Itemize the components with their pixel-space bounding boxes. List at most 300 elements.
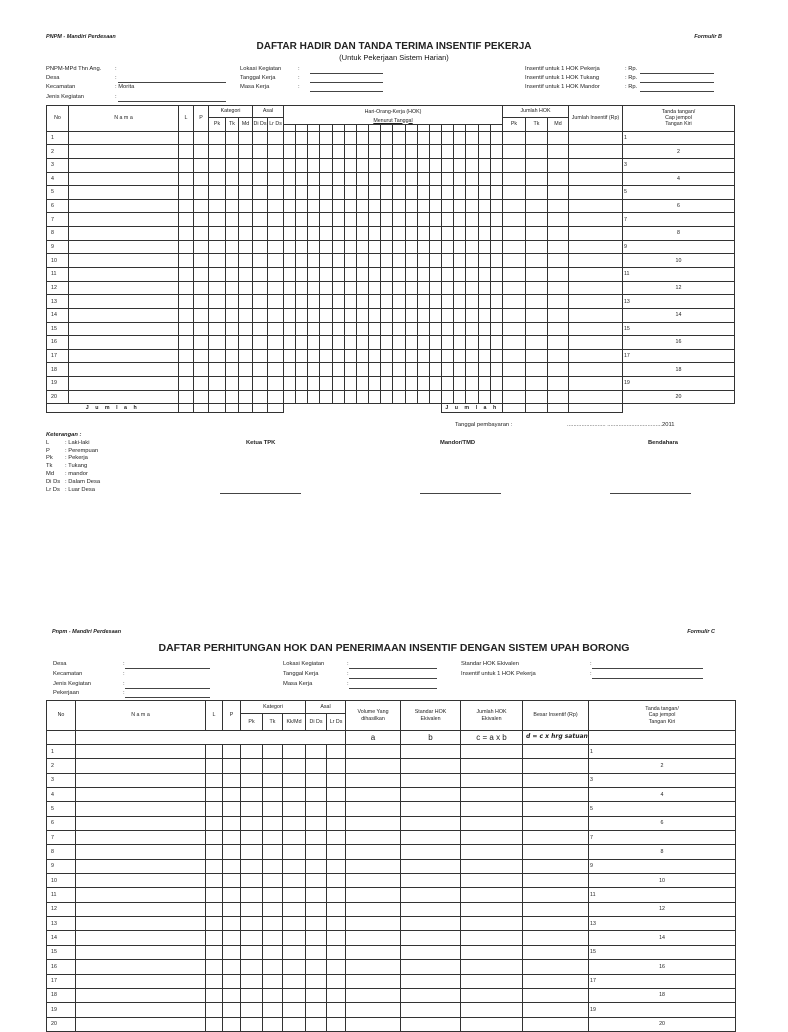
row-cell	[401, 874, 461, 888]
row-cell	[442, 254, 454, 268]
col-kategori-pk: Pk	[241, 714, 263, 731]
row-cell	[490, 186, 502, 200]
row-cell	[223, 816, 241, 830]
row-cell	[525, 240, 547, 254]
row-cell	[283, 802, 306, 816]
row-cell	[296, 322, 308, 336]
table-row	[47, 1017, 736, 1031]
row-cell	[525, 145, 547, 159]
row-cell	[76, 759, 206, 773]
row-cell	[253, 295, 268, 309]
row-cell	[417, 295, 429, 309]
row-cell	[239, 186, 253, 200]
row-signature: 2	[589, 759, 736, 773]
row-cell	[405, 186, 417, 200]
info-label: Masa Kerja	[240, 84, 270, 90]
info-value: :	[115, 75, 117, 81]
row-cell	[490, 158, 502, 172]
row-cell	[263, 816, 283, 830]
row-cell	[69, 213, 179, 227]
row-cell	[327, 788, 346, 802]
col-day	[442, 124, 454, 131]
total-cell	[268, 404, 284, 413]
row-cell	[568, 145, 622, 159]
row-cell	[194, 254, 209, 268]
row-cell	[179, 172, 194, 186]
row-cell	[306, 816, 327, 830]
row-cell	[194, 308, 209, 322]
row-cell	[327, 917, 346, 931]
row-cell	[523, 745, 589, 759]
row-cell	[346, 931, 401, 945]
row-cell	[206, 845, 223, 859]
info-field-line	[125, 697, 210, 698]
row-cell	[241, 974, 263, 988]
formula-b: b	[401, 731, 461, 745]
row-signature: 16	[589, 960, 736, 974]
row-cell	[547, 158, 568, 172]
row-cell	[332, 145, 344, 159]
col-day	[405, 124, 417, 131]
row-cell	[344, 158, 356, 172]
row-cell	[356, 336, 368, 350]
row-cell	[523, 816, 589, 830]
row-cell	[194, 281, 209, 295]
row-cell	[263, 773, 283, 787]
row-cell	[454, 172, 466, 186]
row-cell	[284, 186, 296, 200]
blank	[381, 404, 393, 413]
info-field-line	[640, 91, 714, 92]
col-tanda-tangan-text: Tangan Kiri	[648, 718, 676, 725]
row-cell	[454, 213, 466, 227]
row-cell	[239, 172, 253, 186]
col-jumlah-hok-text: Jumlah HOK	[476, 709, 507, 716]
table-row	[47, 773, 736, 787]
info-value: : Rp.	[625, 75, 638, 81]
row-cell	[502, 186, 525, 200]
row-cell	[332, 158, 344, 172]
row-cell	[417, 145, 429, 159]
row-cell	[344, 281, 356, 295]
row-cell	[283, 859, 306, 873]
legend-key: Pk	[46, 455, 53, 461]
row-cell	[502, 281, 525, 295]
table-row	[47, 199, 735, 213]
row-cell	[69, 254, 179, 268]
blank	[320, 404, 332, 413]
row-cell	[547, 349, 568, 363]
col-standar-hok	[401, 701, 461, 731]
row-cell	[393, 349, 405, 363]
row-cell	[263, 988, 283, 1002]
row-cell	[223, 945, 241, 959]
row-cell	[239, 336, 253, 350]
col-tanda-tangan	[589, 701, 736, 731]
row-cell	[226, 281, 239, 295]
row-cell	[525, 158, 547, 172]
row-cell	[206, 874, 223, 888]
row-cell	[525, 172, 547, 186]
row-cell	[454, 322, 466, 336]
row-cell	[523, 859, 589, 873]
row-cell	[209, 336, 226, 350]
row-cell	[241, 917, 263, 931]
row-cell	[296, 336, 308, 350]
row-cell	[179, 254, 194, 268]
row-cell	[405, 145, 417, 159]
row-cell	[547, 145, 568, 159]
row-cell	[442, 322, 454, 336]
row-cell	[502, 145, 525, 159]
row-cell	[442, 240, 454, 254]
row-cell	[381, 336, 393, 350]
col-asal-lr	[268, 118, 284, 132]
row-cell	[206, 888, 223, 902]
row-signature: 9	[622, 240, 734, 254]
row-cell	[223, 1017, 241, 1031]
row-cell	[332, 336, 344, 350]
info-value: :	[115, 94, 117, 100]
row-signature: 16	[622, 336, 734, 350]
row-cell	[268, 227, 284, 241]
row-cell	[568, 281, 622, 295]
info-field-line	[592, 678, 703, 679]
row-cell	[356, 254, 368, 268]
table-row	[47, 960, 736, 974]
row-cell	[393, 227, 405, 241]
row-cell	[226, 240, 239, 254]
row-cell	[263, 759, 283, 773]
row-cell	[401, 831, 461, 845]
row-cell	[69, 267, 179, 281]
row-signature: 17	[589, 974, 736, 988]
row-cell	[454, 145, 466, 159]
row-cell	[327, 988, 346, 1002]
row-cell	[344, 145, 356, 159]
row-cell	[226, 349, 239, 363]
row-cell	[308, 308, 320, 322]
row-cell	[490, 281, 502, 295]
row-cell	[239, 322, 253, 336]
row-cell	[327, 745, 346, 759]
row-cell	[320, 227, 332, 241]
row-cell	[332, 213, 344, 227]
row-cell	[284, 158, 296, 172]
row-cell	[429, 172, 441, 186]
row-cell	[306, 988, 327, 1002]
row-cell	[308, 186, 320, 200]
row-cell	[206, 745, 223, 759]
total-row	[47, 404, 735, 413]
row-cell	[478, 213, 490, 227]
row-cell	[69, 377, 179, 391]
row-cell	[429, 349, 441, 363]
row-cell	[417, 349, 429, 363]
row-cell	[461, 831, 523, 845]
row-cell	[308, 213, 320, 227]
row-cell	[490, 295, 502, 309]
row-cell	[417, 308, 429, 322]
row-cell	[283, 816, 306, 830]
row-cell	[268, 213, 284, 227]
row-cell	[442, 172, 454, 186]
row-cell	[405, 213, 417, 227]
row-signature: 20	[589, 1017, 736, 1031]
row-cell	[284, 377, 296, 391]
signature-line	[420, 493, 501, 494]
col-menurut-tanggal	[284, 118, 503, 125]
row-cell	[523, 788, 589, 802]
row-cell	[490, 199, 502, 213]
info-field-line	[125, 688, 210, 689]
row-cell	[194, 267, 209, 281]
row-cell	[461, 1017, 523, 1031]
info-field-line	[310, 82, 383, 83]
col-besar-insentif: Besar Insentif (Rp)	[523, 701, 589, 731]
row-signature: 15	[589, 945, 736, 959]
row-cell	[263, 802, 283, 816]
info-label: Jenis Kegiatan	[46, 94, 85, 100]
row-cell	[296, 158, 308, 172]
form-c-org: Pnpm - Mandiri Perdesaan	[52, 629, 122, 635]
row-cell	[263, 859, 283, 873]
info-field-line	[310, 73, 383, 74]
row-cell	[179, 349, 194, 363]
row-cell	[263, 888, 283, 902]
row-no: 1	[47, 745, 76, 759]
row-signature: 3	[589, 773, 736, 787]
row-cell	[209, 322, 226, 336]
row-cell	[263, 974, 283, 988]
row-signature: 8	[622, 227, 734, 241]
row-signature: 4	[589, 788, 736, 802]
row-cell	[547, 377, 568, 391]
row-cell	[239, 227, 253, 241]
row-cell	[206, 831, 223, 845]
col-jumlah-pk: Pk	[502, 118, 525, 132]
row-cell	[547, 240, 568, 254]
row-cell	[306, 1017, 327, 1031]
row-cell	[76, 745, 206, 759]
row-cell	[226, 363, 239, 377]
blank	[417, 404, 429, 413]
info-label: Pekerjaan	[53, 690, 80, 696]
col-asal-lr-text: Lr Ds	[269, 121, 282, 128]
row-signature: 11	[622, 267, 734, 281]
info-label: Standar HOK Ekivalen	[461, 661, 519, 667]
row-cell	[454, 227, 466, 241]
row-no: 12	[47, 902, 76, 916]
row-cell	[296, 240, 308, 254]
row-cell	[478, 172, 490, 186]
row-cell	[344, 349, 356, 363]
col-p: P	[194, 106, 209, 132]
row-cell	[523, 974, 589, 988]
row-cell	[442, 281, 454, 295]
row-cell	[356, 213, 368, 227]
row-cell	[442, 213, 454, 227]
info-label: Insentif untuk 1 HOK Tukang	[525, 75, 600, 81]
signer-ketua-tpk: Ketua TPK	[246, 440, 276, 446]
row-cell	[283, 902, 306, 916]
row-cell	[308, 158, 320, 172]
row-cell	[209, 199, 226, 213]
row-cell	[76, 917, 206, 931]
row-cell	[241, 902, 263, 916]
row-signature: 12	[589, 902, 736, 916]
row-cell	[268, 131, 284, 145]
row-cell	[327, 831, 346, 845]
row-cell	[401, 802, 461, 816]
row-cell	[320, 349, 332, 363]
total-cell	[253, 404, 268, 413]
table-row	[47, 745, 736, 759]
row-cell	[478, 281, 490, 295]
col-day	[369, 124, 381, 131]
row-cell	[268, 186, 284, 200]
row-cell	[429, 227, 441, 241]
row-cell	[263, 945, 283, 959]
row-cell	[502, 349, 525, 363]
blank	[76, 731, 346, 745]
row-cell	[253, 254, 268, 268]
col-day	[466, 124, 478, 131]
row-cell	[239, 267, 253, 281]
row-cell	[241, 773, 263, 787]
row-cell	[346, 945, 401, 959]
row-cell	[320, 281, 332, 295]
row-cell	[490, 254, 502, 268]
form-b-title: DAFTAR HADIR DAN TANDA TERIMA INSENTIF PEKERJA	[256, 41, 532, 52]
row-cell	[194, 377, 209, 391]
row-cell	[417, 336, 429, 350]
info-label: Masa Kerja	[283, 681, 313, 687]
row-cell	[369, 131, 381, 145]
row-cell	[442, 390, 454, 404]
row-cell	[417, 322, 429, 336]
row-cell	[502, 172, 525, 186]
row-cell	[284, 349, 296, 363]
row-cell	[502, 295, 525, 309]
row-cell	[369, 377, 381, 391]
row-cell	[429, 213, 441, 227]
row-cell	[69, 295, 179, 309]
form-b-subtitle: (Untuk Pekerjaan Sistem Harian)	[339, 53, 449, 62]
row-cell	[241, 859, 263, 873]
info-label: Kecamatan	[53, 671, 83, 677]
row-cell	[356, 145, 368, 159]
row-cell	[466, 295, 478, 309]
row-cell	[209, 240, 226, 254]
info-value: :	[123, 671, 125, 677]
row-cell	[284, 131, 296, 145]
row-cell	[268, 240, 284, 254]
row-cell	[306, 902, 327, 916]
info-field-line	[640, 73, 714, 74]
info-label: Desa	[46, 75, 60, 81]
row-cell	[194, 363, 209, 377]
legend-key: Md	[46, 471, 55, 477]
row-cell	[568, 322, 622, 336]
row-cell	[466, 213, 478, 227]
row-cell	[523, 802, 589, 816]
row-cell	[239, 240, 253, 254]
table-row	[47, 240, 735, 254]
col-tanda-tangan-text: Tanda tangan/	[645, 706, 679, 713]
row-cell	[194, 336, 209, 350]
row-signature: 5	[589, 802, 736, 816]
row-cell	[568, 267, 622, 281]
row-cell	[381, 363, 393, 377]
row-cell	[284, 213, 296, 227]
row-cell	[429, 377, 441, 391]
col-hok	[284, 106, 503, 118]
row-no: 8	[47, 227, 69, 241]
row-cell	[393, 199, 405, 213]
info-field-line	[118, 101, 226, 102]
signer-mandor: Mandor/TMD	[440, 440, 476, 446]
row-cell	[296, 390, 308, 404]
blank	[284, 404, 296, 413]
col-kategori-tk: Tk	[263, 714, 283, 731]
row-cell	[429, 131, 441, 145]
info-label: Kecamatan	[46, 84, 76, 90]
row-cell	[393, 213, 405, 227]
row-cell	[268, 199, 284, 213]
row-cell	[327, 802, 346, 816]
row-cell	[76, 859, 206, 873]
row-cell	[466, 308, 478, 322]
total-cell	[209, 404, 226, 413]
row-cell	[253, 336, 268, 350]
row-cell	[263, 831, 283, 845]
row-cell	[306, 859, 327, 873]
payment-date-label: Tanggal pembayaran :	[455, 422, 513, 428]
row-cell	[346, 1003, 401, 1017]
col-standar-hok-text: Ekivalen	[420, 715, 441, 722]
row-signature: 6	[589, 816, 736, 830]
table-row	[47, 917, 736, 931]
row-cell	[417, 267, 429, 281]
row-cell	[461, 888, 523, 902]
blank	[296, 404, 308, 413]
row-cell	[478, 322, 490, 336]
row-cell	[417, 186, 429, 200]
row-cell	[568, 254, 622, 268]
row-cell	[502, 240, 525, 254]
total-label-left: J u m l a h	[47, 404, 179, 413]
row-cell	[401, 960, 461, 974]
info-field-line	[349, 668, 437, 669]
row-cell	[69, 186, 179, 200]
row-cell	[284, 322, 296, 336]
row-cell	[209, 227, 226, 241]
row-cell	[226, 336, 239, 350]
legend-value: : Pekerja	[65, 455, 88, 461]
row-cell	[442, 267, 454, 281]
row-cell	[327, 902, 346, 916]
row-cell	[306, 802, 327, 816]
col-asal-lr	[327, 714, 346, 731]
row-cell	[223, 888, 241, 902]
row-cell	[253, 267, 268, 281]
row-cell	[478, 199, 490, 213]
row-cell	[268, 295, 284, 309]
row-cell	[284, 363, 296, 377]
blank	[356, 404, 368, 413]
row-cell	[405, 281, 417, 295]
